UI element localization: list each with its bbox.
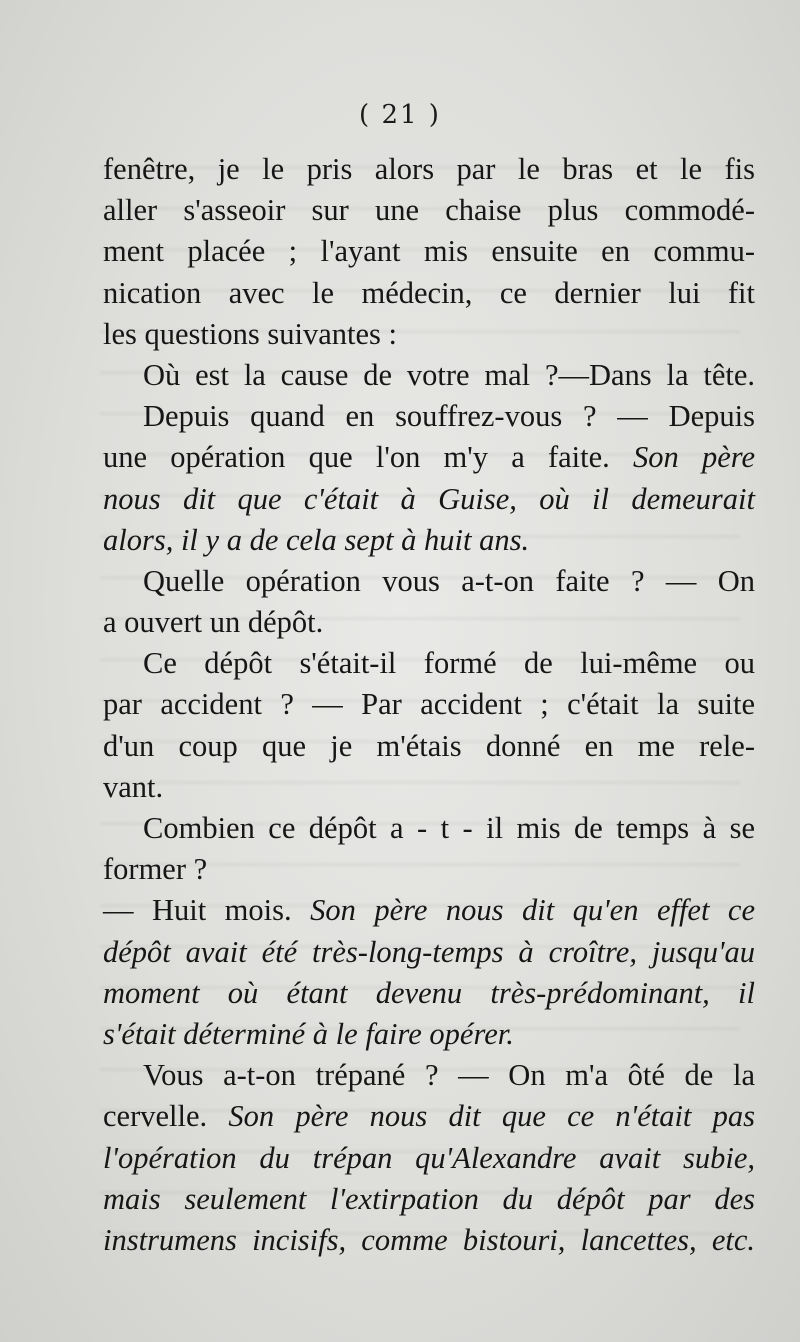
text-line xyxy=(103,520,755,561)
text-segment: vant. xyxy=(103,769,164,804)
text-segment: — Huit mois. xyxy=(103,893,311,928)
text-line xyxy=(103,437,755,478)
italic-text-segment: moment où étant devenu très-prédominant, il xyxy=(103,975,755,1010)
text-line xyxy=(103,479,755,520)
page-number: ( 21 ) xyxy=(359,100,441,130)
text-line xyxy=(103,149,755,190)
text-line xyxy=(103,1055,755,1096)
text-line xyxy=(103,643,755,684)
italic-text-segment: l'opération du trépan qu'Alexandre avait subie, xyxy=(103,1140,755,1175)
text-line xyxy=(103,890,755,931)
italic-text-segment: Son père nous dit que ce n'était pas xyxy=(228,1099,755,1134)
text-segment: Vous a-t-on trépané ? — On m'a ôté de la xyxy=(143,1058,755,1093)
text-segment: ment placée ; l'ayant mis ensuite en commu- xyxy=(103,234,755,269)
text-segment: Ce dépôt s'était-il formé de lui-même ou xyxy=(143,646,755,681)
body-text xyxy=(103,149,755,1261)
text-line xyxy=(103,231,755,272)
text-line xyxy=(103,602,755,643)
text-line xyxy=(103,396,755,437)
text-line xyxy=(103,684,755,725)
text-line xyxy=(103,1179,755,1220)
italic-text-segment: s'était déterminé à le faire opérer. xyxy=(103,1016,514,1051)
text-segment: par accident ? — Par accident ; c'était la suite xyxy=(103,687,755,722)
text-line xyxy=(103,1096,755,1137)
italic-text-segment: dépôt avait été très-long-temps à croître, jusqu'au xyxy=(103,934,755,969)
text-line xyxy=(103,849,755,890)
text-line xyxy=(103,808,755,849)
text-segment: aller s'asseoir sur une chaise plus commodé- xyxy=(103,193,755,228)
text-segment: a ouvert un dépôt. xyxy=(103,605,324,640)
text-line xyxy=(103,1138,755,1179)
italic-text-segment: nous dit que c'était à Guise, où il demeurait xyxy=(103,481,755,516)
text-line xyxy=(103,561,755,602)
italic-text-segment: Son père xyxy=(632,440,756,475)
italic-text-segment: alors, il y a de cela sept à huit ans. xyxy=(103,522,530,557)
text-segment: Quelle opération vous a-t-on faite ? — On xyxy=(143,563,755,598)
text-line xyxy=(103,273,755,314)
text-segment: Combien ce dépôt a - t - il mis de temps à se xyxy=(143,811,755,845)
italic-text-segment: instrumens incisifs, comme bistouri, lancettes, etc. xyxy=(103,1222,755,1257)
text-line xyxy=(103,314,755,355)
text-segment: nication avec le médecin, ce dernier lui fit xyxy=(103,275,755,310)
text-line xyxy=(103,355,755,396)
text-segment: cervelle. xyxy=(103,1099,229,1134)
text-segment: les questions suivantes : xyxy=(103,316,397,351)
text-segment: une opération que l'on m'y a faite. xyxy=(103,440,633,475)
italic-text-segment: mais seulement l'extirpation du dépôt par des xyxy=(103,1181,755,1216)
text-segment: Où est la cause de votre mal ?—Dans la tête. xyxy=(143,357,755,392)
text-segment: d'un coup que je m'étais donné en me rele- xyxy=(103,728,755,763)
text-line xyxy=(103,932,755,973)
text-line xyxy=(103,767,755,808)
text-line xyxy=(103,190,755,231)
text-line xyxy=(103,726,755,767)
italic-text-segment: Son père nous dit qu'en effet ce xyxy=(310,893,755,928)
text-segment: Depuis quand en souffrez-vous ? — Depuis xyxy=(143,399,755,434)
text-segment: fenêtre, je le pris alors par le bras et le fis xyxy=(103,152,755,186)
text-line xyxy=(103,1014,755,1055)
text-line xyxy=(103,1220,755,1261)
text-segment: former ? xyxy=(103,852,208,887)
text-line xyxy=(103,973,755,1014)
